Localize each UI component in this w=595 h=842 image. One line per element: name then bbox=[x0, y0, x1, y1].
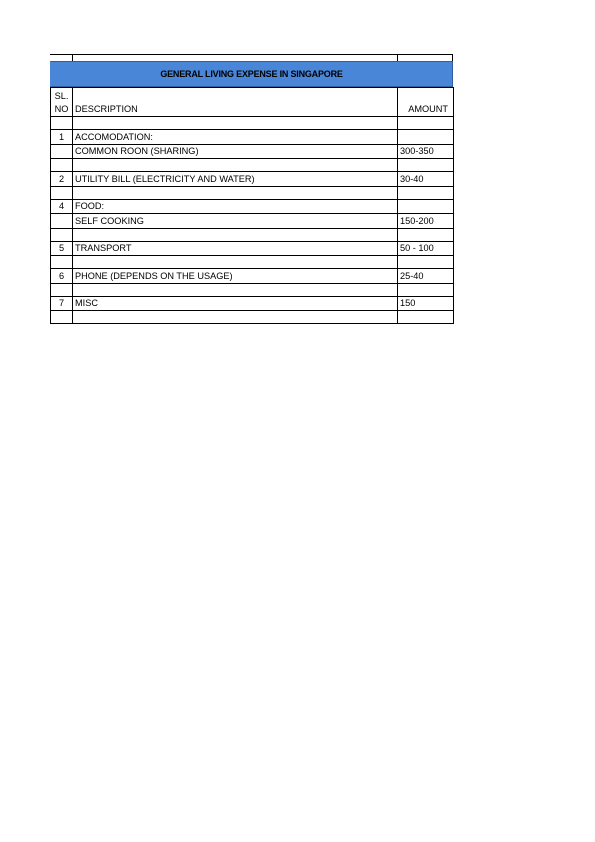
expense-table bbox=[50, 87, 454, 324]
spacer-row bbox=[51, 117, 454, 130]
row-number bbox=[51, 214, 73, 229]
row-number: 5 bbox=[51, 241, 73, 256]
row-amount: 30-40 bbox=[398, 172, 454, 187]
spacer-row bbox=[51, 159, 454, 172]
row-amount bbox=[398, 199, 454, 214]
row-number: 6 bbox=[51, 269, 73, 284]
row-description: COMMON ROON (SHARING) bbox=[73, 144, 398, 159]
row-description: FOOD: bbox=[73, 199, 398, 214]
spacer-row bbox=[51, 186, 454, 199]
table-row bbox=[51, 241, 454, 256]
spacer-row bbox=[51, 311, 454, 324]
header-description: DESCRIPTION bbox=[73, 88, 398, 117]
table-row bbox=[51, 172, 454, 187]
header-amount: AMOUNT bbox=[398, 88, 454, 117]
row-description: UTILITY BILL (ELECTRICITY AND WATER) bbox=[73, 172, 398, 187]
row-number: 2 bbox=[51, 172, 73, 187]
row-description: ACCOMODATION: bbox=[73, 130, 398, 145]
row-number: 4 bbox=[51, 199, 73, 214]
row-number: 7 bbox=[51, 296, 73, 311]
row-description: PHONE (DEPENDS ON THE USAGE) bbox=[73, 269, 398, 284]
table-row bbox=[51, 144, 454, 159]
spacer-row bbox=[51, 228, 454, 241]
header-row bbox=[51, 88, 454, 117]
row-amount: 50 - 100 bbox=[398, 241, 454, 256]
table-row bbox=[51, 214, 454, 229]
sheet-top-edge bbox=[50, 54, 453, 61]
table-row bbox=[51, 199, 454, 214]
spacer-row bbox=[51, 256, 454, 269]
table-row bbox=[51, 269, 454, 284]
row-description: SELF COOKING bbox=[73, 214, 398, 229]
row-amount: 300-350 bbox=[398, 144, 454, 159]
row-number: 1 bbox=[51, 130, 73, 145]
spacer-row bbox=[51, 283, 454, 296]
expense-sheet bbox=[50, 54, 453, 324]
row-description: TRANSPORT bbox=[73, 241, 398, 256]
sheet-title: GENERAL LIVING EXPENSE IN SINGAPORE bbox=[50, 61, 453, 87]
row-description: MISC bbox=[73, 296, 398, 311]
row-amount: 150-200 bbox=[398, 214, 454, 229]
row-number bbox=[51, 144, 73, 159]
header-sl-no: SL. NO bbox=[51, 88, 73, 117]
row-amount: 25-40 bbox=[398, 269, 454, 284]
row-amount: 150 bbox=[398, 296, 454, 311]
table-row bbox=[51, 296, 454, 311]
table-row bbox=[51, 130, 454, 145]
row-amount bbox=[398, 130, 454, 145]
